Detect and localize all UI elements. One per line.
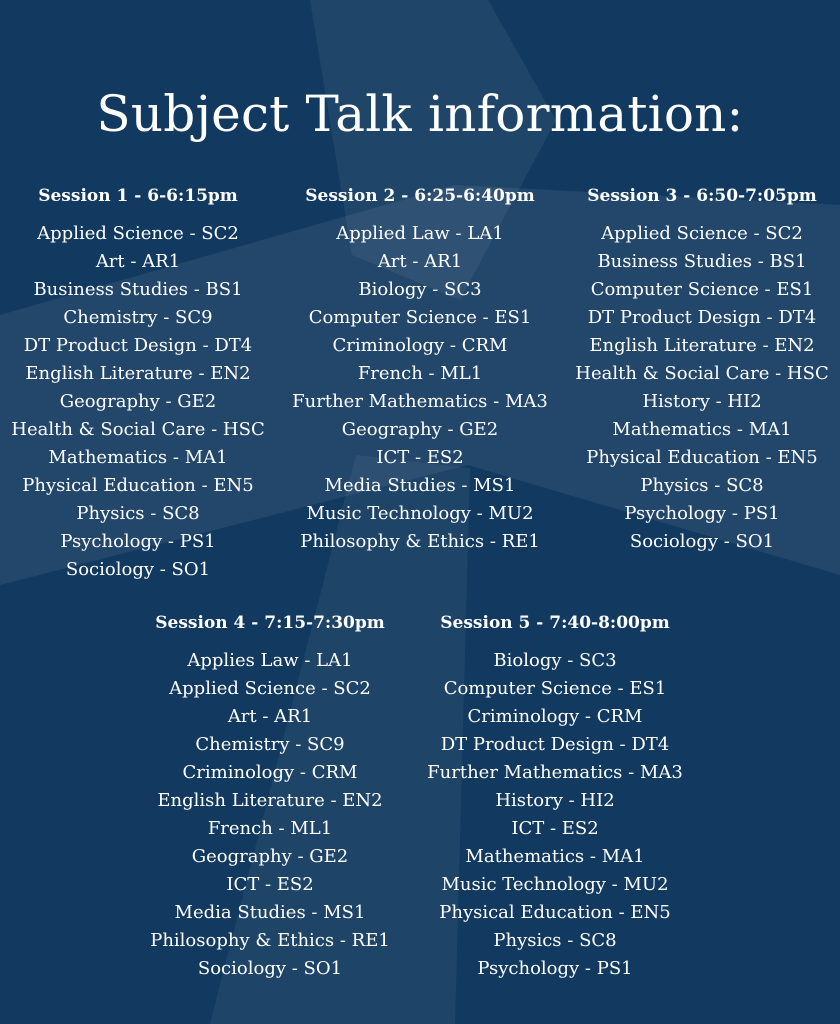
session-2-subject-1: Applied Law - LA1 (336, 223, 504, 244)
session-1-subject-3: Business Studies - BS1 (33, 279, 243, 300)
session-1-subject-12: Psychology - PS1 (60, 531, 216, 552)
session-5-heading: Session 5 - 7:40-8:00pm (440, 613, 670, 633)
session-5-subject-2: Computer Science - ES1 (443, 678, 667, 699)
session-3-subject-10: Physics - SC8 (640, 475, 764, 496)
session-1-subject-2: Art - AR1 (95, 251, 181, 272)
session-5-subject-11: Physics - SC8 (493, 930, 617, 951)
session-1-subject-4: Chemistry - SC9 (63, 307, 213, 328)
session-1-subject-6: English Literature - EN2 (25, 363, 251, 384)
session-4-subject-list (128, 647, 412, 983)
session-1-subject-11: Physics - SC8 (76, 503, 200, 524)
session-1-subject-8: Health & Social Care - HSC (11, 419, 265, 440)
session-3-subject-2: Business Studies - BS1 (597, 251, 807, 272)
session-1-subject-list (0, 220, 276, 584)
session-4-subject-7: French - ML1 (207, 818, 333, 839)
session-3-subject-1: Applied Science - SC2 (601, 223, 803, 244)
session-4-subject-2: Applied Science - SC2 (169, 678, 371, 699)
session-5-subject-6: History - HI2 (495, 790, 615, 811)
session-2-heading: Session 2 - 6:25-6:40pm (305, 186, 535, 206)
session-4-subject-12: Sociology - SO1 (197, 958, 343, 979)
session-4 (128, 609, 412, 983)
session-1-subject-10: Physical Education - EN5 (22, 475, 254, 496)
session-3-subject-12: Sociology - SO1 (629, 531, 775, 552)
session-5-subject-3: Criminology - CRM (467, 706, 643, 727)
session-2-subject-9: ICT - ES2 (376, 447, 464, 468)
session-2-subject-2: Art - AR1 (377, 251, 463, 272)
session-5-subject-10: Physical Education - EN5 (439, 902, 671, 923)
session-1-subject-5: DT Product Design - DT4 (23, 335, 253, 356)
session-4-subject-9: ICT - ES2 (226, 874, 314, 895)
session-3-subject-11: Psychology - PS1 (624, 503, 780, 524)
session-3-subject-6: Health & Social Care - HSC (575, 363, 829, 384)
session-5-subject-5: Further Mathematics - MA3 (427, 762, 683, 783)
session-2-subject-8: Geography - GE2 (341, 419, 499, 440)
session-4-subject-3: Art - AR1 (227, 706, 313, 727)
session-2-subject-11: Music Technology - MU2 (306, 503, 534, 524)
session-5-subject-1: Biology - SC3 (493, 650, 617, 671)
session-2-subject-5: Criminology - CRM (332, 335, 508, 356)
session-5 (412, 609, 698, 983)
session-2 (280, 182, 560, 556)
session-3-subject-5: English Literature - EN2 (589, 335, 815, 356)
session-2-subject-10: Media Studies - MS1 (324, 475, 516, 496)
session-1-subject-1: Applied Science - SC2 (37, 223, 239, 244)
session-3-heading: Session 3 - 6:50-7:05pm (587, 186, 817, 206)
session-3-subject-4: DT Product Design - DT4 (587, 307, 817, 328)
session-3-subject-3: Computer Science - ES1 (590, 279, 814, 300)
session-5-subject-4: DT Product Design - DT4 (440, 734, 670, 755)
session-1-subject-9: Mathematics - MA1 (48, 447, 228, 468)
session-1-subject-13: Sociology - SO1 (65, 559, 211, 580)
session-1 (0, 182, 276, 584)
session-4-subject-5: Criminology - CRM (182, 762, 358, 783)
session-5-subject-9: Music Technology - MU2 (441, 874, 669, 895)
session-2-subject-4: Computer Science - ES1 (308, 307, 532, 328)
session-3-subject-9: Physical Education - EN5 (586, 447, 818, 468)
session-3-subject-7: History - HI2 (642, 391, 762, 412)
page-title: Subject Talk information: (96, 84, 744, 143)
session-4-subject-11: Philosophy & Ethics - RE1 (150, 930, 390, 951)
session-4-subject-10: Media Studies - MS1 (174, 902, 366, 923)
session-4-subject-1: Applies Law - LA1 (187, 650, 353, 671)
session-2-subject-6: French - ML1 (357, 363, 483, 384)
session-1-heading: Session 1 - 6-6:15pm (38, 186, 238, 206)
session-4-subject-4: Chemistry - SC9 (195, 734, 345, 755)
session-3 (564, 182, 840, 556)
session-2-subject-12: Philosophy & Ethics - RE1 (300, 531, 540, 552)
session-4-subject-6: English Literature - EN2 (157, 790, 383, 811)
session-4-heading: Session 4 - 7:15-7:30pm (155, 613, 385, 633)
session-2-subject-list (280, 220, 560, 556)
session-3-subject-list (564, 220, 840, 556)
session-1-subject-7: Geography - GE2 (59, 391, 217, 412)
session-2-subject-3: Biology - SC3 (358, 279, 482, 300)
session-3-subject-8: Mathematics - MA1 (612, 419, 792, 440)
session-5-subject-7: ICT - ES2 (511, 818, 599, 839)
session-2-subject-7: Further Mathematics - MA3 (292, 391, 548, 412)
session-4-subject-8: Geography - GE2 (191, 846, 349, 867)
session-5-subject-list (412, 647, 698, 983)
session-5-subject-8: Mathematics - MA1 (465, 846, 645, 867)
session-5-subject-12: Psychology - PS1 (477, 958, 633, 979)
